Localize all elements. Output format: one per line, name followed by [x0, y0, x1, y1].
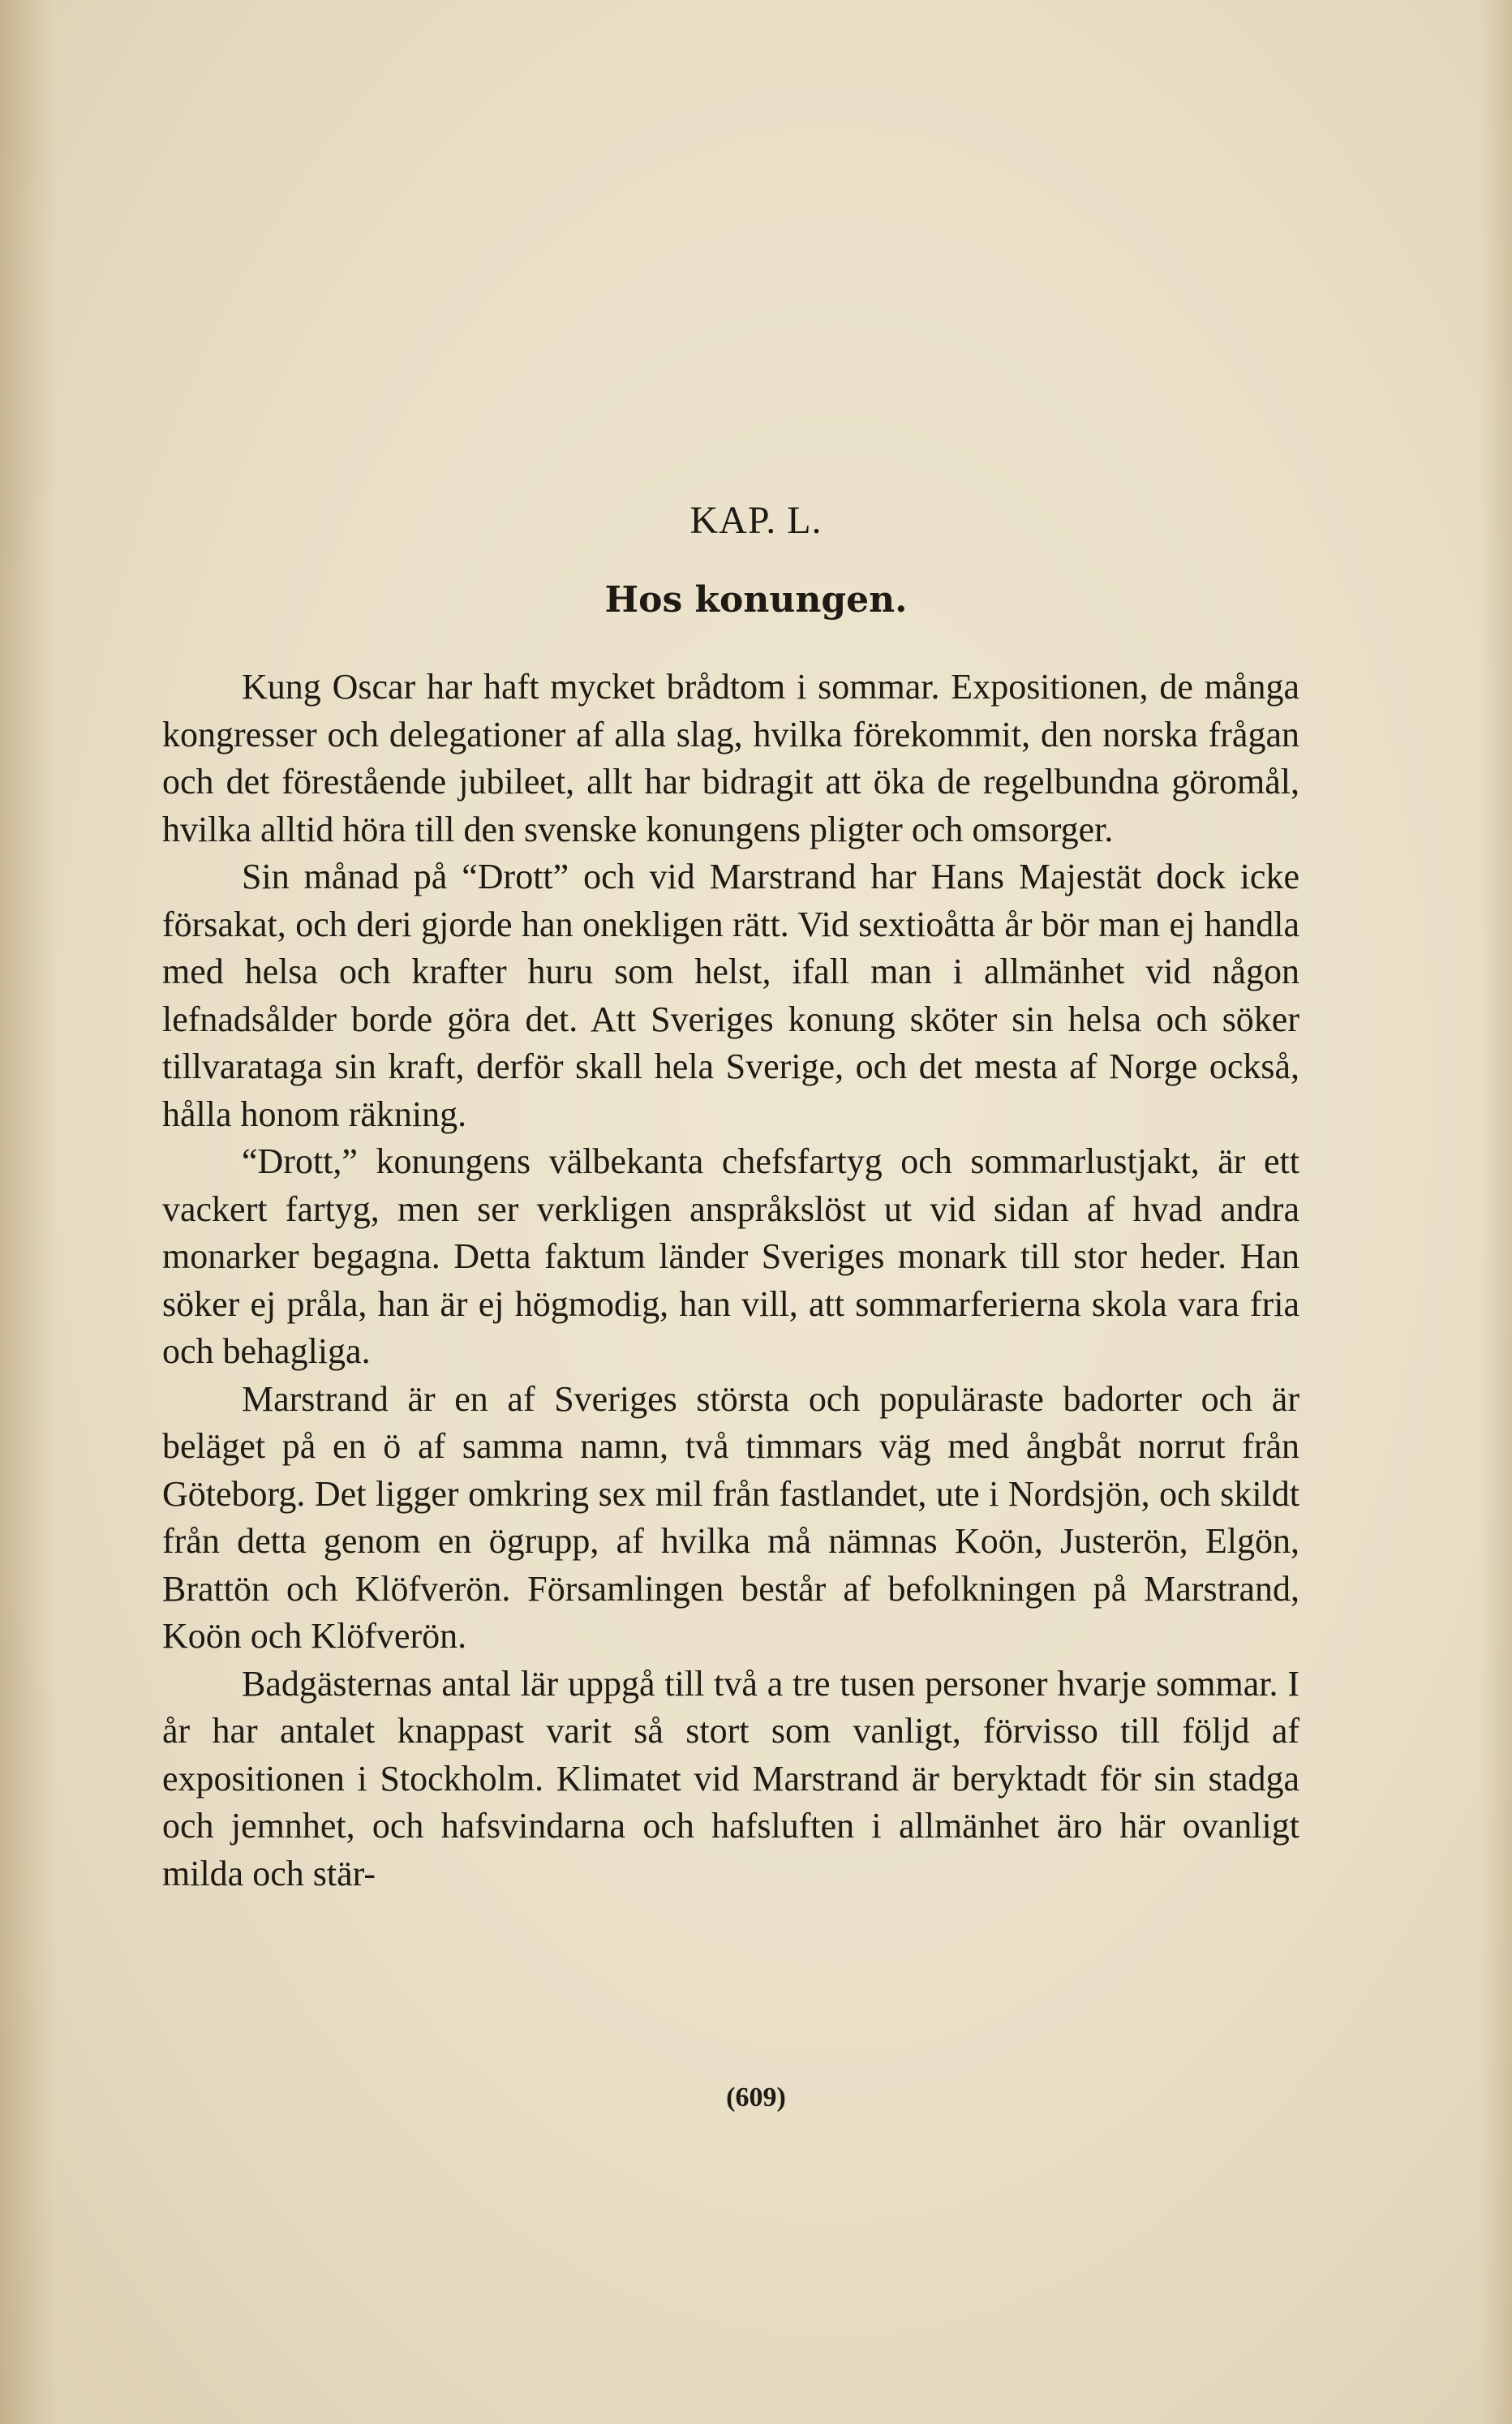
page-number: (609) [726, 2082, 786, 2112]
paragraph: “Drott,” konungens välbekanta chefsfartyg och sommarlustjakt, är ett vackert fartyg, men ser verkligen anspråkslöst ut vid sidan af hvad andra monarker begagna. Detta faktum länder Sveriges monark till stor heder. Han söker ej pråla, han är ej högmodig, han vill, att sommarferierna skola vara fria och behagliga. [162, 1141, 1299, 1371]
paragraph: Sin månad på “Drott” och vid Marstrand har Hans Majestät dock icke försakat, och deri gjorde han onekligen rätt. Vid sextioåtta år bör man ej handla med helsa och krafter huru som helst, ifall man i allmänhet vid någon lefnadsålder borde göra det. Att Sveriges konung sköter sin helsa och söker tillvaratаga sin kraft, derför skall hela Sverige, och det mesta af Norge också, hålla honom räkning. [162, 857, 1299, 1134]
paragraph: Badgästernas antal lär uppgå till två a tre tusen personer hvarje sommar. I år har antalet knappast varit så stort som vanligt, förvisso till följd af expositionen i Stockholm. Klimatet vid Marstrand är beryktadt för sin stadga och jemnhet, och hafsvindarna och hafsluften i allmänhet äro här ovanligt milda och stär- [162, 1663, 1299, 1893]
paragraph: Marstrand är en af Sveriges största och populäraste badorter och är beläget på en ö af samma namn, två timmars väg med ångbåt norrut från Göteborg. Det ligger omkring sex mil från fastlandet, ute i Nordsjön, och skildt från detta genom en ögrupp, af hvilka må nämnas Koön, Justerön, Elgön, Brattön och Klöfverön. Församlingen består af befolkningen på Marstrand, Koön och Klöfverön. [162, 1378, 1299, 1656]
page-edge-shadow-left [0, 0, 57, 2424]
chapter-title: Hos konungen. [604, 579, 908, 621]
page-edge-shadow-right [1480, 0, 1512, 2424]
body-text [162, 664, 1299, 1898]
paragraph: Kung Oscar har haft mycket brådtom i sommar. Expositionen, de många kongresser och delegationer af alla slag, hvilka förekommit, den norska frågan och det förestående jubileet, allt har bidragit att öka de regelbundna göromål, hvilka alltid höra till den svenske konungens pligter och omsorger. [162, 667, 1299, 849]
chapter-heading: KAP. L. [689, 499, 823, 542]
